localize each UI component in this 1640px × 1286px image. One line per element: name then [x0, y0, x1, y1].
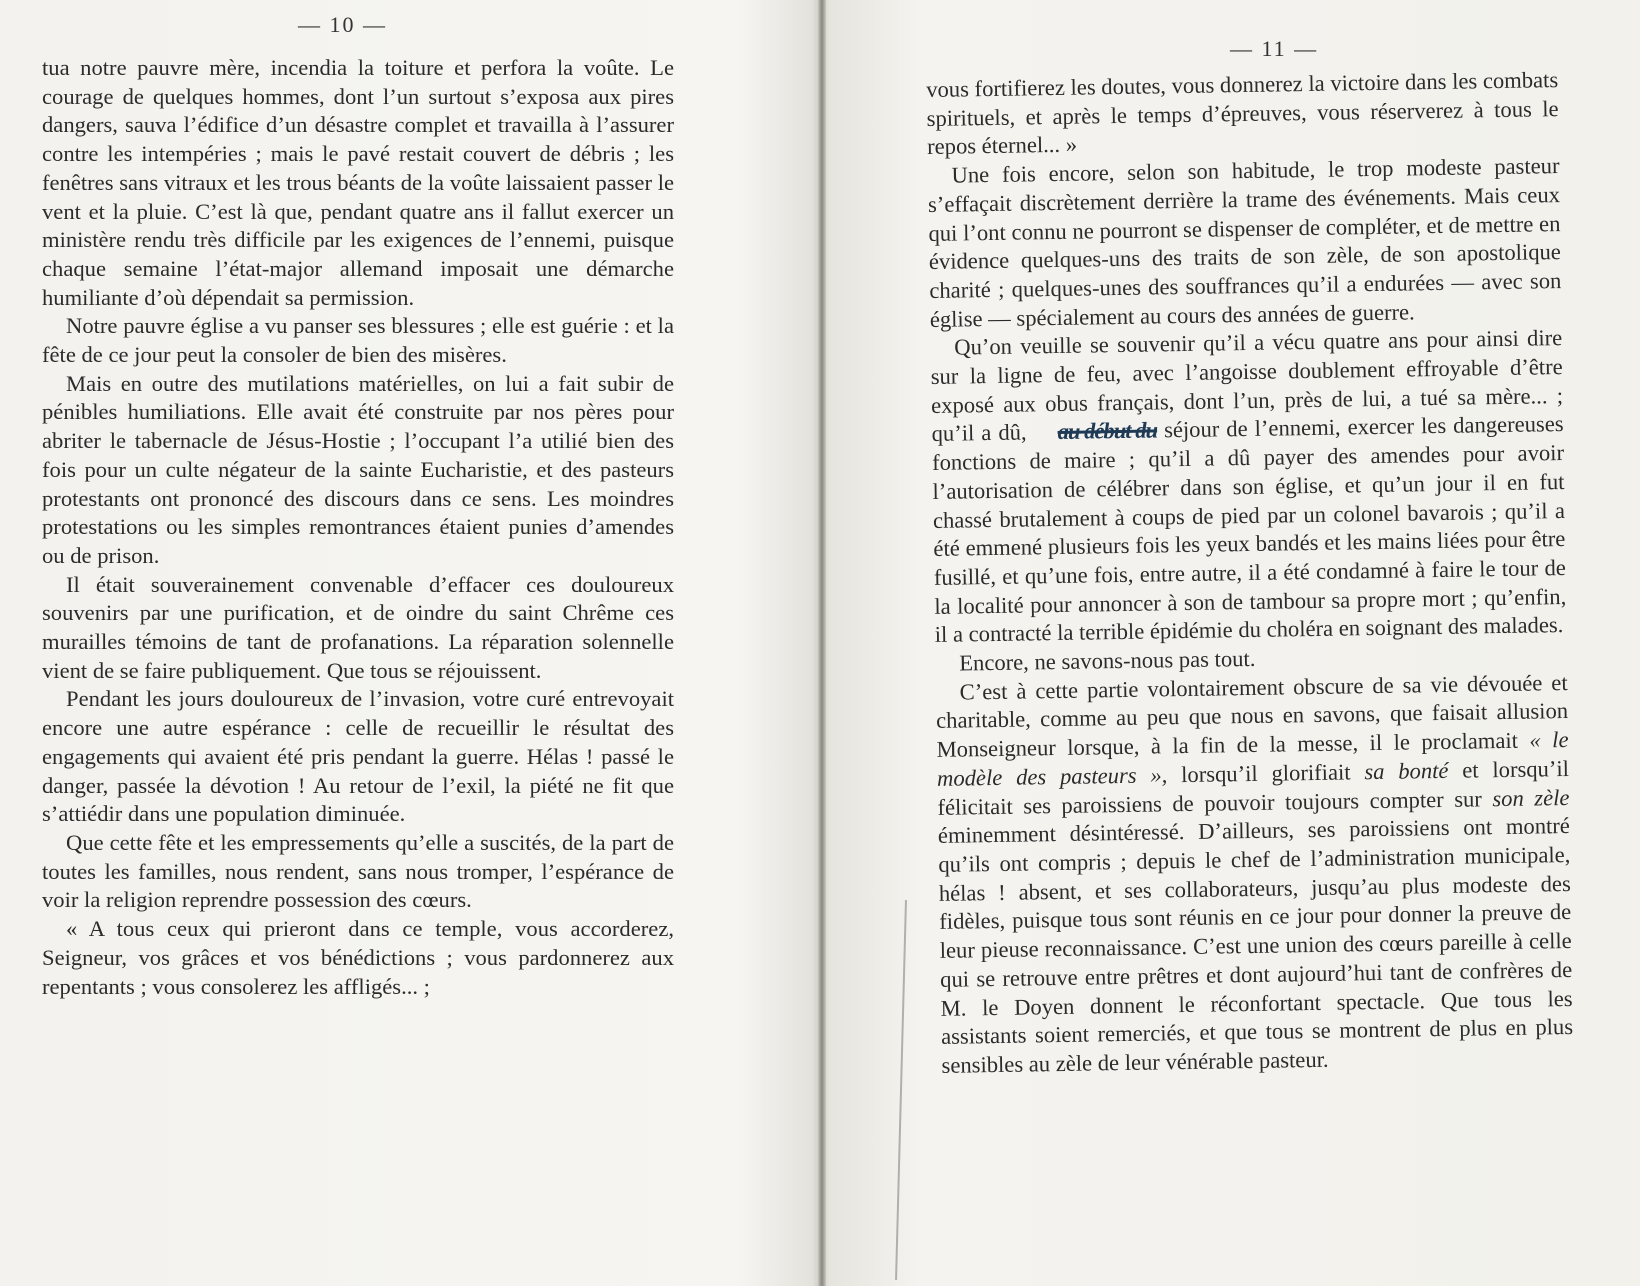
paragraph: tua notre pauvre mère, incendia la toiture et perfora la voûte. Le courage de quelques hommes, dont l’un surtout s’exposa aux pires dangers, sauva l’édifice d’un désastre complet et travailla à l’assurer contre les intempéries ; mais le pavé restait couvert de débris ; les fenêtres sans vitraux et les trous béants de la voûte laissaient passer le vent et la pluie. C’est là que, pendant quatre ans il fallut exercer un ministère rendu très difficile par les exigences de l’ennemi, puisque chaque semaine l’état-major allemand imposait une démarche humiliante d’où dépendait sa permission.	[42, 55, 674, 310]
text-run: éminemment désintéressé. D’ailleurs, ses paroissiens ont montré qu’ils ont compris ; depuis le chef de l’administration municipale, hélas ! absent, et ses collaborateurs, jusqu’au plus modeste des fidèles, puisque tous sont réunis en ce jour pour donner la preuve de leur pieuse reconnaissance. C’est une union des cœurs pareille à celle qui se retrouve entre prêtres et dont aujourd’hui tant de confrères de M. le Doyen donnent le réconfortant spectacle. Que tous les assistants soient remerciés, et que tous se montrent de plus en plus sensibles au zèle de leur vénérable pasteur.	[937, 813, 1574, 1078]
paragraph: Il était souverainement convenable d’effacer ces douloureux souvenirs par une purification, et de oindre du saint Chrême ces murailles témoins de tant de profanations. La réparation solennelle vient de se faire publiquement. Que tous se réjouissent.	[42, 571, 674, 683]
right-page	[826, 0, 1640, 1286]
paragraph: « A tous ceux qui prieront dans ce temple, vous accorderez, Seigneur, vos grâces et vos bénédictions ; vous pardonnerez aux repentants ; vous consolerez les affligés... ;	[42, 916, 674, 999]
paragraph: Que cette fête et les empressements qu’elle a suscités, de la part de toutes les familles, nous rendent, sans nous tromper, l’espérance de voir la religion reprendre possession des cœurs.	[42, 829, 674, 913]
paragraph: Une fois encore, selon son habitude, le trop modeste pasteur s’effaçait discrètement derrière la trame des événements. Mais ceux qui l’ont connu ne pourront se dispenser de compléter, et de mettre en évidence quelques-uns des traits de son zèle, de son apostolique charité ; quelques-unes des souffrances qu’il a endurées — avec son église — spécialement au cours des années de guerre.	[927, 153, 1562, 332]
paragraph: Pendant les jours douloureux de l’invasion, votre curé entrevoyait encore une autre espérance : celle de recueillir le résultat des engagements qui avaient été pris pendant la guerre. Hélas ! passé le danger, passée la dévotion ! Au retour de l’exil, la piété ne fit que s’attiédir dans une population diminuée.	[42, 686, 674, 827]
text-run: séjour de l’ennemi, exercer les dangereuses fonctions de maire ; qu’il a dû payer des amendes pour avoir l’autorisation de célébrer dans son église, et qu’un jour il en fut chassé brutalement à coups de pied par un colonel bavarois ; qu’il a été emmené plusieurs fois les yeux bandés et les mains liées pour être fusillé, et qu’une fois, entre autre, il a été condamné à faire le tour de la localité pour annoncer à son de tambour sa propre mort ; qu’enfin, il a contracté la terrible épidémie du choléra en soignant des malades.	[931, 411, 1567, 648]
paragraph: Notre pauvre église a vu panser ses blessures ; elle est guérie : et la fête de ce jour peut la consoler de bien des misères.	[42, 313, 674, 368]
right-page-body	[926, 66, 1574, 1080]
book-gutter	[818, 0, 826, 1286]
paragraph: Encore, ne savons-nous pas tout.	[959, 645, 1256, 676]
paragraph	[935, 669, 1573, 1081]
text-run: lorsqu’il glorifiait	[1180, 759, 1351, 787]
page-number-left: — 10 —	[298, 12, 387, 37]
paragraph: vous fortifierez les doutes, vous donnerez la victoire dans les combats spirituels, et après le temps d’épreuves, vous réserverez à tous le repos éternel... »	[926, 67, 1559, 160]
page-number-right: — 11 —	[1230, 36, 1319, 61]
italic-phrase: son zèle	[1492, 784, 1570, 811]
italic-phrase: sa bonté	[1364, 757, 1449, 785]
italic-quote: « le modèle des pasteurs »,	[936, 727, 1569, 791]
left-page	[0, 0, 818, 1286]
text-run: et lorsqu’il félicitait ses paroissiens de pouvoir toujours compter sur	[937, 755, 1570, 820]
text-run: C’est à cette partie volontairement obscure de sa vie dévouée et charitable, comme au peu que nous en savons, que faisait allusion Monseigneur lorsque, à la fin de la messe, il le proclamait	[935, 669, 1569, 763]
handwritten-correction: au début du	[1057, 417, 1158, 445]
text-run: Qu’on veuille se souvenir qu’il a vécu quatre ans pour ainsi dire sur la ligne de feu, avec l’angoisse doublement effroyable d’être exposé aux obus français, dont l’un, près de lui, a tué sa mère... ; qu’il a dû,	[930, 325, 1564, 447]
paragraph	[930, 324, 1567, 650]
left-page-body	[42, 54, 674, 1001]
paragraph: Mais en outre des mutilations matérielles, on lui a fait subir de pénibles humiliations. Elle avait été construite par nos pères pour abriter le tabernacle de Jésus-Hostie ; l’occupant l’a utilié bien des fois pour un culte négateur de la sainte Eucharistie, et des pasteurs protestants ont prononcé des discours dans ce sens. Les moindres protestations ou les simples remontrances étaient punies d’amendes ou de prison.	[42, 370, 674, 568]
